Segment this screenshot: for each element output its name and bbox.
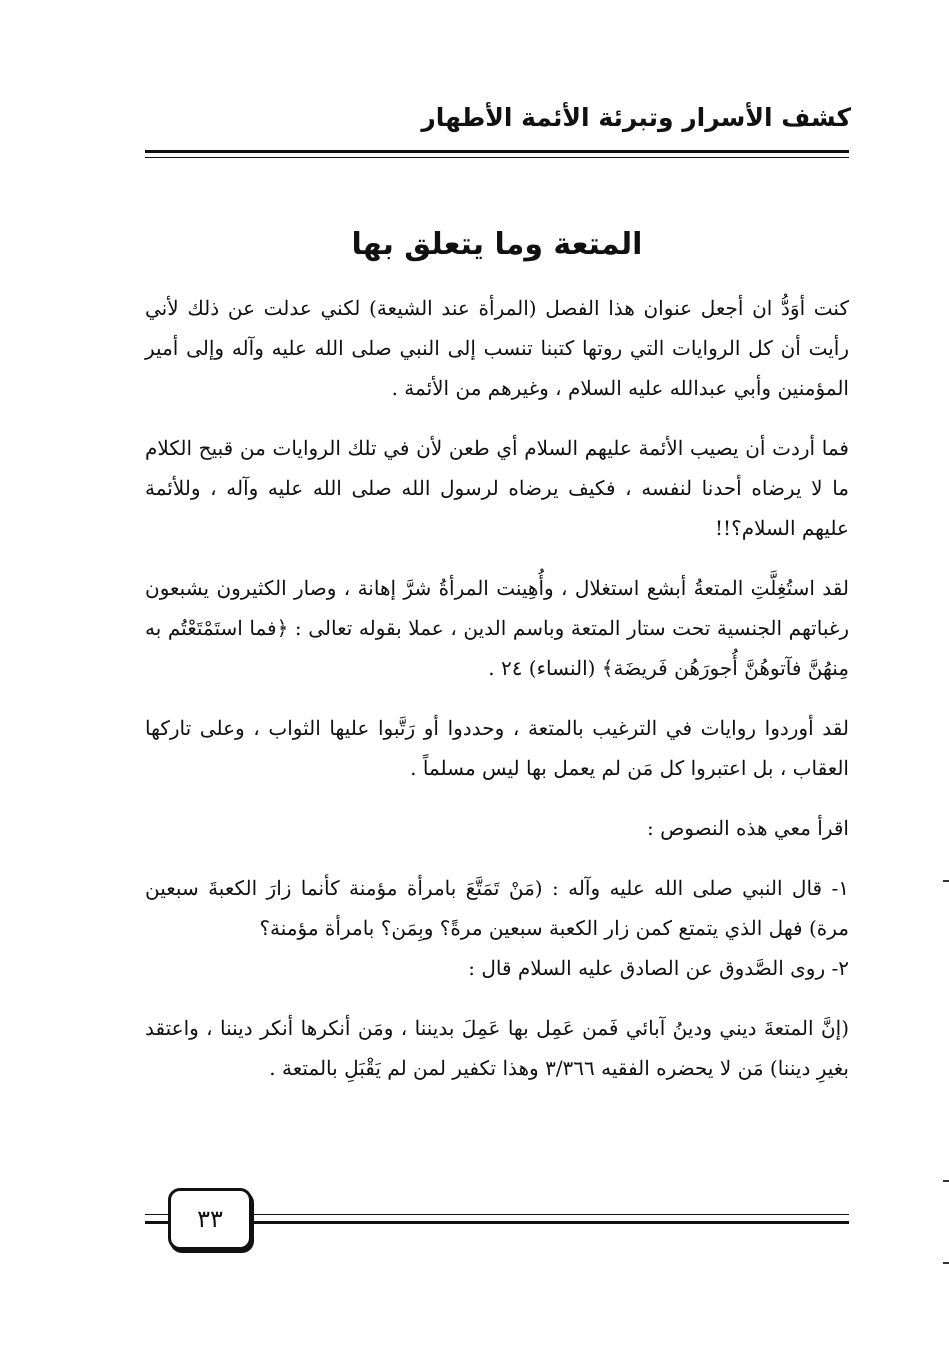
paragraph-3: لقد استُغِلَّتِ المتعةُ أبشع استغلال ، وأُهِينت المرأةُ شرَّ إهانة ، وصار الكثيرون يشبعون رغباتهم الجنسية تحت ستار المتعة وباسم الدين ، عملا بقوله تعالى : ﴿فما استَمْتَعْتُم به مِنهُنَّ فآتوهُنَّ أُجورَهُن فَريضَة﴾ (النساء) ٢٤ . [145,576,849,680]
paragraph-5: اقرأ معي هذه النصوص : [647,816,849,840]
paragraph-1: كنت أوَدُّ ان أجعل عنوان هذا الفصل (المرأة عند الشيعة) لكني عدلت عن ذلك لأني رأيت أن كل الروايات التي روتها كتبنا تنسب إلى النبي صلى الله عليه وآله وإلى أمير المؤمنين وأبي عبدالله عليه السلام ، وغيرهم من الأئمة . [145,296,849,400]
paragraph-4: لقد أوردوا روايات في الترغيب بالمتعة ، وحددوا أو رَتَّبوا عليها الثواب ، وعلى تاركها العقاب ، بل اعتبروا كل مَن لم يعمل بها ليس مسلماً . [145,716,849,780]
paragraph-8: (إنَّ المتعةَ ديني ودينُ آبائي فَمن عَمِل بها عَمِلَ بديننا ، ومَن أنكرها أنكر ديننا ، واعتقد بغيرِ ديننا) مَن لا يحضره الفقيه ٣/٣٦٦ وهذا تكفير لمن لم يَقْبَلِ بالمتعة . [145,1016,849,1080]
paragraph-2: فما أردت أن يصيب الأئمة عليهم السلام أي طعن لأن في تلك الروايات من قبيح الكلام ما لا يرضاه أحدنا لنفسه ، فكيف يرضاه لرسول الله صلى الله عليه وآله ، وللأئمة عليهم السلام؟!! [145,436,849,540]
scan-edge-mark [943,1180,949,1182]
chapter-title: المتعة وما يتعلق بها [351,227,643,262]
paragraph-7: ٢- روى الصَّدوق عن الصادق عليه السلام قال : [468,956,849,980]
paragraph-6: ١- قال النبي صلى الله عليه وآله : (مَنْ تَمَتَّعَ بامرأة مؤمنة كأنما زارَ الكعبةَ سبعين مرة) فهل الذي يتمتع كمن زار الكعبة سبعين مرةً؟ وبِمَن؟ بامرأة مؤمنة؟ [145,876,849,940]
running-header: كشف الأسرار وتبرئة الأئمة الأطهار [421,103,851,132]
header-rule-thick [145,150,849,153]
body-text [145,288,849,1108]
scan-edge-mark [943,880,949,882]
footer-rule-right-thin [252,1214,849,1215]
page-number: ٣٣ [168,1188,252,1250]
scan-edge-mark [943,1262,949,1264]
footer-rule-right-thick [252,1221,849,1224]
header-rule-thin [145,157,849,158]
